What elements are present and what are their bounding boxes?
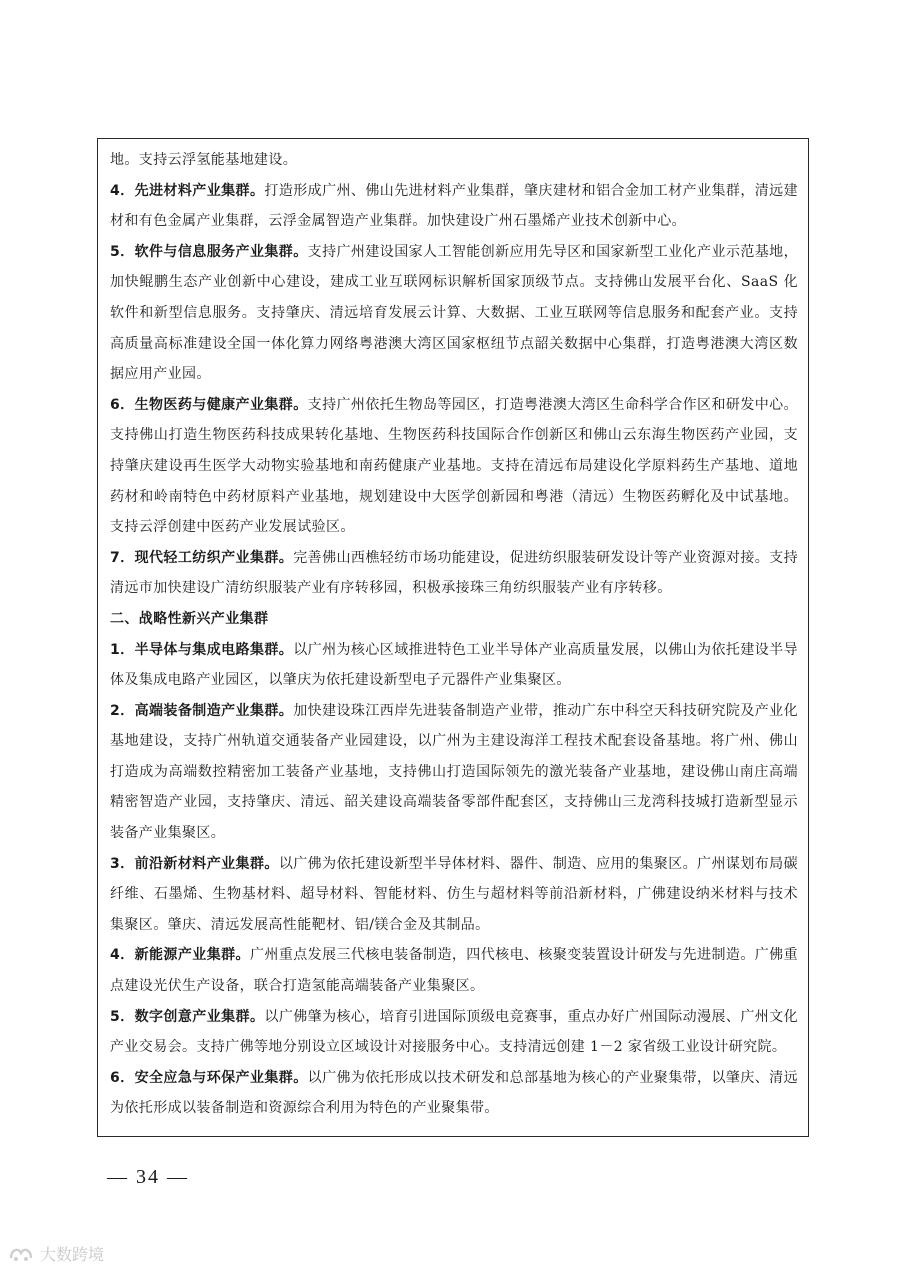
paragraph-digital-creative: 5．数字创意产业集群。以广佛肇为核心，培育引进国际顶级电竞赛事，重点办好广州国际动漫展、广州文化产业交易会。支持广佛等地分别设立区域设计对接服务中心。支持清远创建 1－2 家省级工业设计研究院。 [110,1008,798,1056]
paragraph-hydrogen-continuation: 地。支持云浮氢能基地建设。 [110,152,298,168]
paragraph-lead: 6．生物医药与健康产业集群。 [110,396,308,413]
paragraph-new-energy: 4．新能源产业集群。广州重点发展三代核电装备制造，四代核电、核聚变装置设计研发与先进制造。广佛重点建设光伏生产设备，联合打造氢能高端装备产业集聚区。 [110,947,798,995]
watermark-text: 大数跨境 [40,1245,105,1264]
paragraph-lead: 3．前沿新材料产业集群。 [110,855,279,872]
paragraph-advanced-materials: 4．先进材料产业集群。打造形成广州、佛山先进材料产业集群，肇庆建材和铝合金加工材产业集群，清远建材和有色金属产业集群，云浮金属智造产业集群。加快建设广州石墨烯产业技术创新中心。 [110,182,798,230]
watermark-logo-icon [8,1244,34,1264]
paragraph-high-end-equipment: 2．高端装备制造产业集群。加快建设珠江西岸先进装备制造产业带，推动广东中科空天科技研究院及产业化基地建设，支持广州轨道交通装备产业园建设，以广州为主建设海洋工程技术配套设备基地。将广州、佛山打造成为高端数控精密加工装备产业基地，支持佛山打造国际领先的激光装备产业基地，建设佛山南庄高端精密智造产业园，支持肇庆、清远、韶关建设高端装备零部件配套区，支持佛山三龙湾科技城打造新型显示装备产业集聚区。 [110,702,798,842]
paragraph-lead: 6．安全应急与环保产业集群。 [110,1069,308,1086]
content-frame [97,138,809,1137]
paragraph-frontier-materials: 3．前沿新材料产业集群。以广佛为依托建设新型半导体材料、器件、制造、应用的集聚区。广州谋划布局碳纤维、石墨烯、生物基材料、超导材料、智能材料、仿生与超材料等前沿新材料，广佛建设纳米材料与技术集聚区。肇庆、清远发展高性能靶材、铝/镁合金及其制品。 [110,855,798,933]
section-heading: 二、战略性新兴产业集群 [110,610,269,627]
paragraph-light-textile: 7．现代轻工纺织产业集群。完善佛山西樵轻纺市场功能建设，促进纺织服装研发设计等产业资源对接。支持清远市加快建设广清纺织服装产业有序转移园，积极承接珠三角纺织服装产业有序转移。 [110,549,798,597]
page-number: — 34 — [107,1166,189,1188]
paragraph-lead: 7．现代轻工纺织产业集群。 [110,549,294,566]
paragraph-lead: 1．半导体与集成电路集群。 [110,641,294,658]
paragraph-biomedicine: 6．生物医药与健康产业集群。支持广州依托生物岛等园区，打造粤港澳大湾区生命科学合作区和研发中心。支持佛山打造生物医药科技成果转化基地、生物医药科技国际合作创新区和佛山云东海生物医药产业园，支持肇庆建设再生医学大动物实验基地和南药健康产业基地。支持在清远布局建设化学原料药生产基地、道地药材和岭南特色中药材原料产业基地，规划建设中大医学创新园和粤港（清远）生物医药孵化及中试基地。支持云浮创建中医药产业发展试验区。 [110,396,798,536]
paragraph-lead: 5．软件与信息服务产业集群。 [110,243,308,260]
paragraph-safety-environment: 6．安全应急与环保产业集群。以广佛为依托形成以技术研发和总部基地为核心的产业聚集带，以肇庆、清远为依托形成以装备制造和资源综合利用为特色的产业聚集带。 [110,1069,798,1117]
paragraph-lead: 4．新能源产业集群。 [110,947,250,964]
paragraph-semiconductor: 1．半导体与集成电路集群。以广州为核心区域推进特色工业半导体产业高质量发展，以佛山为依托建设半导体及集成电路产业园区，以肇庆为依托建设新型电子元器件产业集聚区。 [110,641,798,689]
watermark [8,1242,104,1265]
paragraph-software-info: 5．软件与信息服务产业集群。支持广州建设国家人工智能创新应用先导区和国家新型工业化产业示范基地，加快鲲鹏生态产业创新中心建设，建成工业互联网标识解析国家顶级节点。支持佛山发展平台化、SaaS 化软件和新型信息服务。支持肇庆、清远培育发展云计算、大数据、工业互联网等信息服务和配套产业。支持高质量高标准建设全国一体化算力网络粤港澳大湾区国家枢纽节点韶关数据中心集群，打造粤港澳大湾区数据应用产业园。 [110,243,798,383]
paragraph-lead: 4．先进材料产业集群。 [110,182,265,199]
paragraph-lead: 2．高端装备制造产业集群。 [110,702,294,719]
paragraph-lead: 5．数字创意产业集群。 [110,1008,265,1025]
